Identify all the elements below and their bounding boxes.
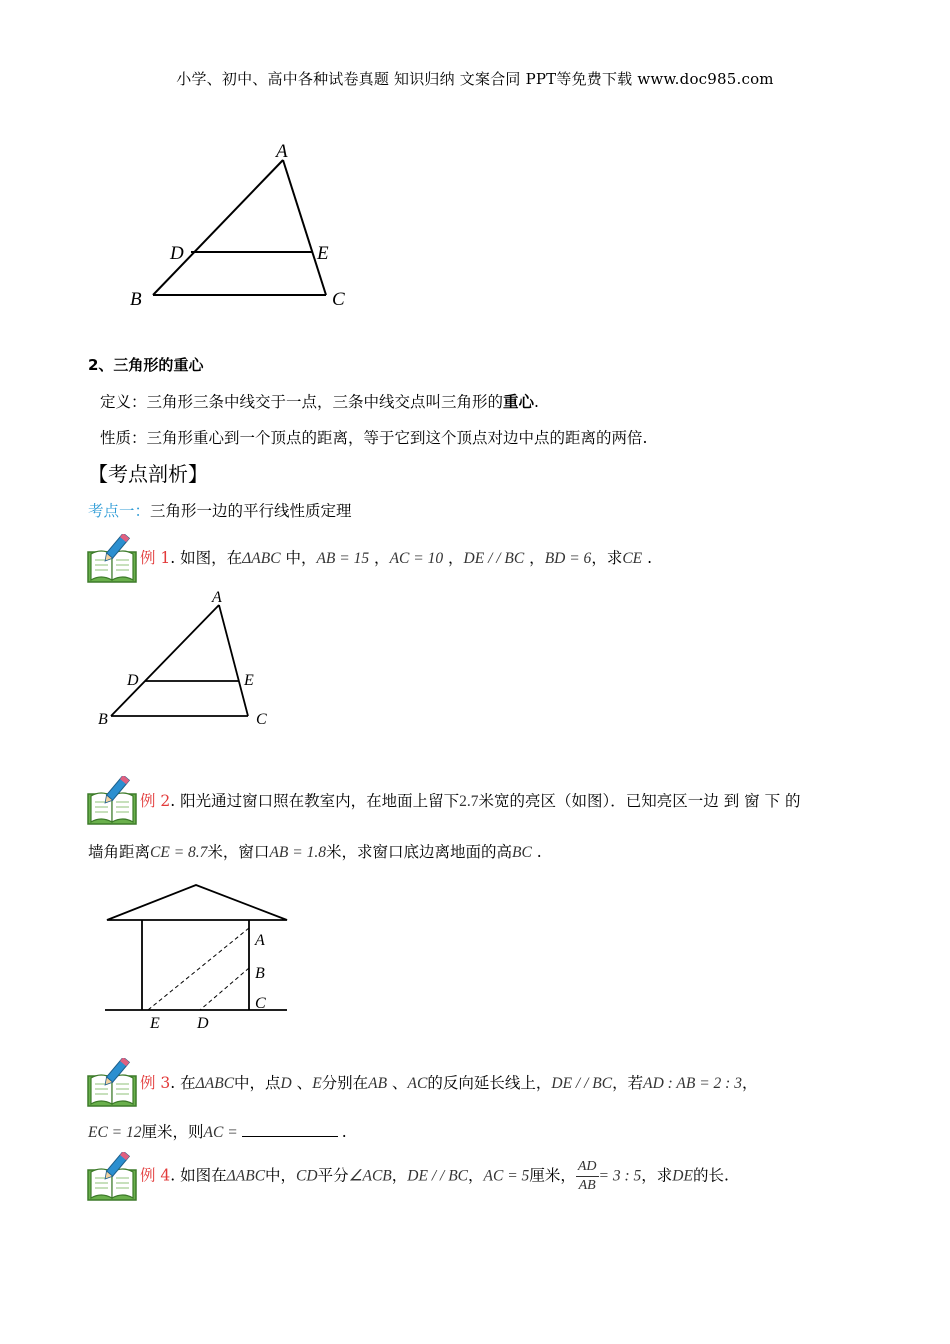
ex3-ratio: AD : AB = 2 : 3 [643, 1075, 742, 1092]
ex4-parallel: DE / / BC [407, 1167, 469, 1185]
example-4-label: 例 4 [140, 1166, 171, 1185]
section-title: 2、三角形的重心 [88, 356, 204, 374]
ex4-text: . 如图在 [170, 1166, 227, 1185]
ex2-ab: AB = 1.8 [269, 844, 326, 861]
ex3-text: 中，点 [234, 1074, 281, 1092]
ex4-cd: CD [296, 1167, 318, 1185]
ex3-ab: AB [368, 1075, 388, 1092]
label-c: C [332, 289, 345, 310]
ex1-text: . 如图，在 [170, 549, 243, 567]
label-a: A [255, 932, 265, 949]
ex4-text: ， [391, 1166, 408, 1185]
ex3-d: D [280, 1075, 292, 1092]
ex1-triangle: ΔABC [242, 550, 281, 567]
ex2-end: . [531, 843, 542, 861]
label-d: D [197, 1015, 209, 1032]
segment-ac [219, 605, 248, 716]
ex3-triangle: ΔABC [195, 1075, 235, 1092]
ex3-end: . [341, 1123, 347, 1141]
label-a: A [276, 141, 288, 162]
label-e: E [317, 243, 329, 264]
ex1-ab: AB = 15 [316, 550, 370, 567]
segment-ab [153, 160, 283, 295]
ex3-text: . 在 [170, 1074, 196, 1092]
ex3-e: E [312, 1075, 322, 1092]
ex4-text: ，求 [641, 1166, 673, 1185]
example-3-label: 例 3 [140, 1074, 171, 1092]
ex4-ratio: = 3 : 5 [598, 1167, 642, 1185]
ex4-ac: AC = 5 [483, 1167, 530, 1185]
ex1-ac: AC = 10 [389, 550, 444, 567]
ex1-bd: BD = 6 [544, 550, 592, 567]
ex4-fraction [576, 1158, 599, 1195]
label-c: C [255, 995, 266, 1012]
ex1-ce: CE [622, 550, 643, 567]
ex3-text: 、 [387, 1074, 408, 1092]
answer-blank[interactable] [242, 1122, 338, 1137]
label-b: B [130, 289, 142, 310]
ex4-text: ， [468, 1166, 484, 1185]
example-1 [140, 546, 652, 568]
light-ray-b [200, 968, 249, 1010]
ex2-text: . 阳光通过窗口照在教室内，在地面上留下 [170, 792, 460, 810]
ex3-ac: AC [407, 1075, 428, 1092]
definition-text: 定义：三角形三条中线交于一点，三条中线交点叫三角形的 [100, 393, 504, 411]
example-2-label: 例 2 [140, 792, 171, 810]
label-e: E [150, 1015, 160, 1032]
ex1-text: 中， [280, 549, 317, 567]
ex4-text: 平分 [317, 1166, 349, 1185]
example-2-line-2 [88, 840, 542, 862]
example-3-line-2 [88, 1120, 347, 1142]
ex3-text: ， [741, 1074, 758, 1092]
ex1-end: . [642, 549, 652, 567]
ex4-triangle: ΔABC [226, 1167, 266, 1185]
kaodian-text: 三角形一边的平行线性质定理 [150, 502, 352, 520]
ex2-width-value: 2.7 [459, 793, 479, 810]
book-pencil-icon [86, 1152, 140, 1204]
roof [107, 885, 287, 920]
ex3-text: 、 [291, 1074, 313, 1092]
ex2-text: 墙角距离 [88, 843, 151, 861]
figure-triangle-1 [120, 135, 360, 315]
ex2-text: 米，求窗口底边离地面的高 [325, 843, 512, 861]
ex1-parallel: DE / / BC [463, 550, 525, 567]
ex3-parallel: DE / / BC [551, 1075, 613, 1092]
ex1-sep: ， [524, 549, 545, 567]
label-d: D [170, 243, 184, 264]
ex4-text: 厘米， [529, 1166, 576, 1185]
label-d: D [127, 672, 139, 689]
kaodian-label: 考点一： [88, 502, 151, 520]
ex2-bc: BC [511, 844, 532, 861]
ex2-ce: CE = 8.7 [150, 844, 208, 861]
light-ray-a [148, 928, 249, 1010]
ex4-text: 中， [265, 1166, 297, 1185]
ex1-sep: ， [443, 549, 464, 567]
label-a: A [212, 589, 222, 606]
ex2-text: 米宽的亮区（如图）．已知亮区一边 到 窗 下 的 [478, 792, 801, 810]
ex3-text: 厘米，则 [141, 1123, 204, 1141]
definition-end: . [534, 393, 539, 411]
ex4-de: DE [672, 1167, 693, 1185]
page-header: 小学、初中、高中各种试卷真题 知识归纳 文案合同 PPT等免费下载 www.doc985.com [176, 70, 774, 88]
definition-paragraph [100, 390, 539, 412]
segment-ab [111, 605, 219, 716]
fraction-numerator: AD [576, 1158, 599, 1177]
ex2-text: 米，窗口 [207, 843, 270, 861]
analysis-heading: 【考点剖析】 [88, 462, 208, 486]
example-2-line-1 [140, 789, 801, 811]
ex1-text: ，求 [591, 549, 623, 567]
figure-house [100, 880, 300, 1035]
ex3-text: 分别在 [321, 1074, 369, 1092]
label-c: C [256, 711, 267, 728]
ex3-text: ，若 [612, 1074, 644, 1092]
book-pencil-icon [86, 776, 140, 828]
ex1-sep: ， [369, 549, 390, 567]
ex3-ac-equals: AC = [203, 1124, 238, 1141]
book-pencil-icon [86, 534, 140, 586]
ex4-text: 的长. [692, 1166, 729, 1185]
example-4 [140, 1158, 729, 1195]
label-b: B [98, 711, 108, 728]
figure-triangle-2 [90, 585, 280, 730]
ex3-text: 的反向延长线上， [427, 1074, 552, 1092]
ex3-ec: EC = 12 [88, 1124, 142, 1141]
segment-ac [283, 160, 326, 295]
fraction-denominator: AB [578, 1178, 596, 1193]
label-e: E [244, 672, 254, 689]
example-1-label: 例 1 [140, 549, 171, 567]
example-3-line-1 [140, 1071, 757, 1093]
kaodian-line [88, 499, 352, 521]
definition-bold-term: 重心 [503, 392, 535, 411]
ex4-angle: ∠ACB [348, 1167, 392, 1185]
book-pencil-icon [86, 1058, 140, 1110]
label-b: B [255, 965, 265, 982]
property-paragraph: 性质：三角形重心到一个顶点的距离，等于它到这个顶点对边中点的距离的两倍. [100, 429, 648, 447]
